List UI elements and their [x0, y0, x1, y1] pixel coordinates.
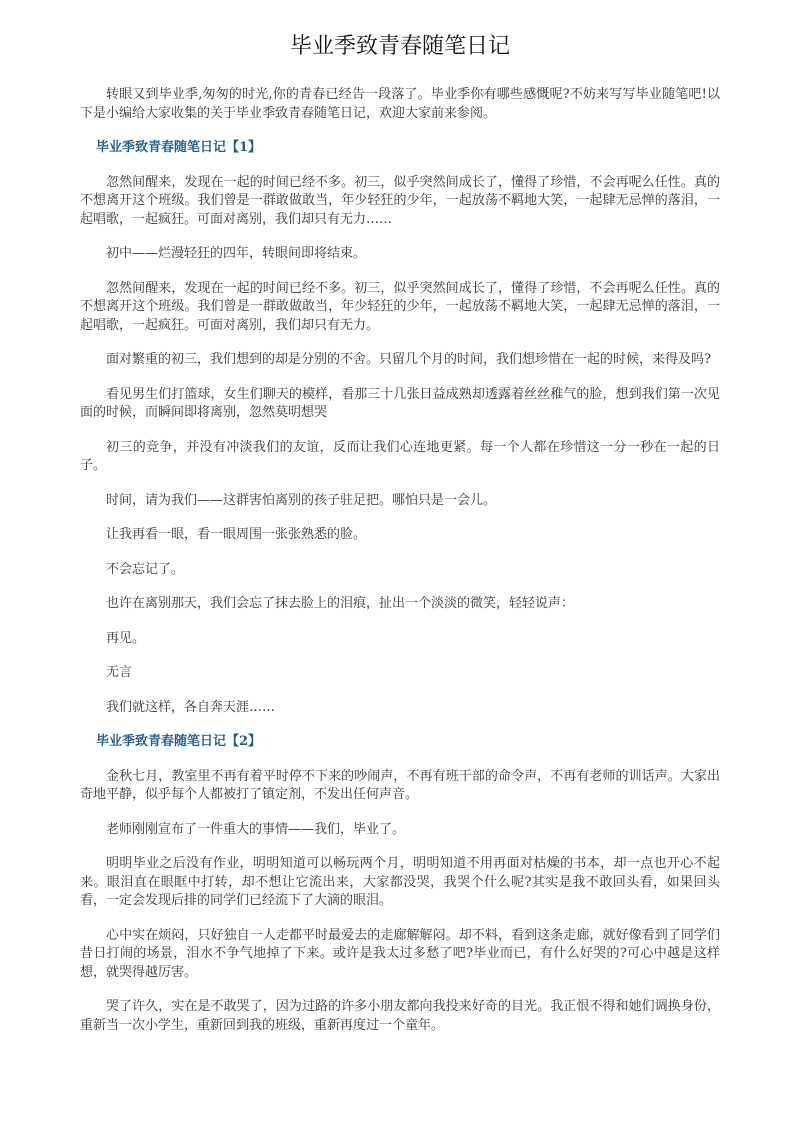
paragraph: 我们就这样，各自奔天涯…… — [106, 699, 276, 715]
paragraph: 无言 — [106, 665, 133, 680]
paragraph: 老师刚刚宣布了一件重大的事情——我们，毕业了。 — [106, 821, 406, 837]
paragraph: 看见男生们打篮球，女生们聊天的模样，看那三十几张日益成熟却透露着丝丝稚气的脸，想到我们第一次见面的时候，而瞬间即将离别，忽然莫明想哭 — [80, 386, 720, 420]
document-page — [80, 30, 720, 1051]
paragraph: 忽然间醒来，发现在一起的时间已经不多。初三，似乎突然间成长了，懂得了珍惜，不会再呢么任性。真的不想离开这个班级。我们曾是一群敢做敢当，年少轻狂的少年，一起放荡不羁地大笑，一起肆无忌惮的落泪，一起唱歌，一起疯狂。可面对离别，我们却只有无力…… — [80, 174, 720, 227]
paragraph: 时间，请为我们——这群害怕离别的孩子驻足把。哪怕只是一会儿。 — [106, 492, 497, 508]
section-heading: 毕业季致青春随笔日记【1】 — [96, 140, 262, 155]
paragraph: 金秋七月，教室里不再有着平时停不下来的吵闹声，不再有班干部的命令声，不再有老师的训话声。大家出奇地平静，似乎每个人都被打了镇定剂，不发出任何声音。 — [80, 768, 720, 802]
paragraph: 初三的竞争，并没有冲淡我们的友谊，反而让我们心连地更紧。每一个人都在珍惜这一分一秒在一起的日子。 — [80, 439, 720, 473]
paragraph: 也许在离别那天，我们会忘了抹去脸上的泪痕，扯出一个淡淡的微笑，轻轻说声： — [106, 596, 575, 611]
paragraph: 明明毕业之后没有作业，明明知道可以畅玩两个月，明明知道不用再面对枯燥的书本，却一点也开心不起来。眼泪直在眼眶中打转，却不想让它流出来，大家都没哭，我哭个什么呢?其实是我不敢回头看，如果回头看，一定会发现后排的同学们已经流下了大滴的眼泪。 — [80, 856, 720, 908]
paragraph: 再见。 — [106, 630, 146, 646]
paragraph: 心中实在烦闷，只好独自一人走都平时最爱去的走廊解解闷。却不料，看到这条走廊，就好像看到了同学们昔日打闹的场景，泪水不争气地掉了下来。或许是我太过多愁了吧?毕业而已，有什么好哭的?可心中越是这样想，就哭得越厉害。 — [80, 927, 720, 980]
paragraph: 哭了许久，实在是不敢哭了，因为过路的许多小朋友都向我投来好奇的目光。我正恨不得和她们调换身份，重新当一次小学生，重新回到我的班级，重新再度过一个童年。 — [80, 999, 720, 1033]
paragraph: 面对繁重的初三，我们想到的却是分别的不舍。只留几个月的时间，我们想珍惜在一起的时候，来得及吗? — [106, 352, 711, 367]
paragraph: 初中——烂漫轻狂的四年，转眼间即将结束。 — [106, 246, 367, 261]
document-title: 毕业季致青春随笔日记 — [289, 34, 510, 59]
paragraph: 忽然间醒来，发现在一起的时间已经不多。初三，似乎突然间成长了，懂得了珍惜，不会再呢么任性。真的不想离开这个班级。我们曾是一群敢做敢当，年少轻狂的少年，一起放荡不羁地大笑，一起肆无忌惮的落泪，一起唱歌，一起疯狂。可面对离别，我们却只有无力。 — [80, 280, 720, 333]
sections — [80, 139, 720, 1035]
paragraph: 让我再看一眼，看一眼周围一张张熟悉的脸。 — [106, 527, 367, 542]
section-heading: 毕业季致青春随笔日记【2】 — [96, 734, 262, 749]
intro-paragraph: 转眼又到毕业季,匆匆的时光,你的青春已经告一段落了。毕业季你有哪些感慨呢?不妨来写写毕业随笔吧!以下是小编给大家收集的关于毕业季致青春随笔日记，欢迎大家前来参阅。 — [80, 87, 720, 121]
paragraph: 不会忘记了。 — [106, 561, 185, 577]
